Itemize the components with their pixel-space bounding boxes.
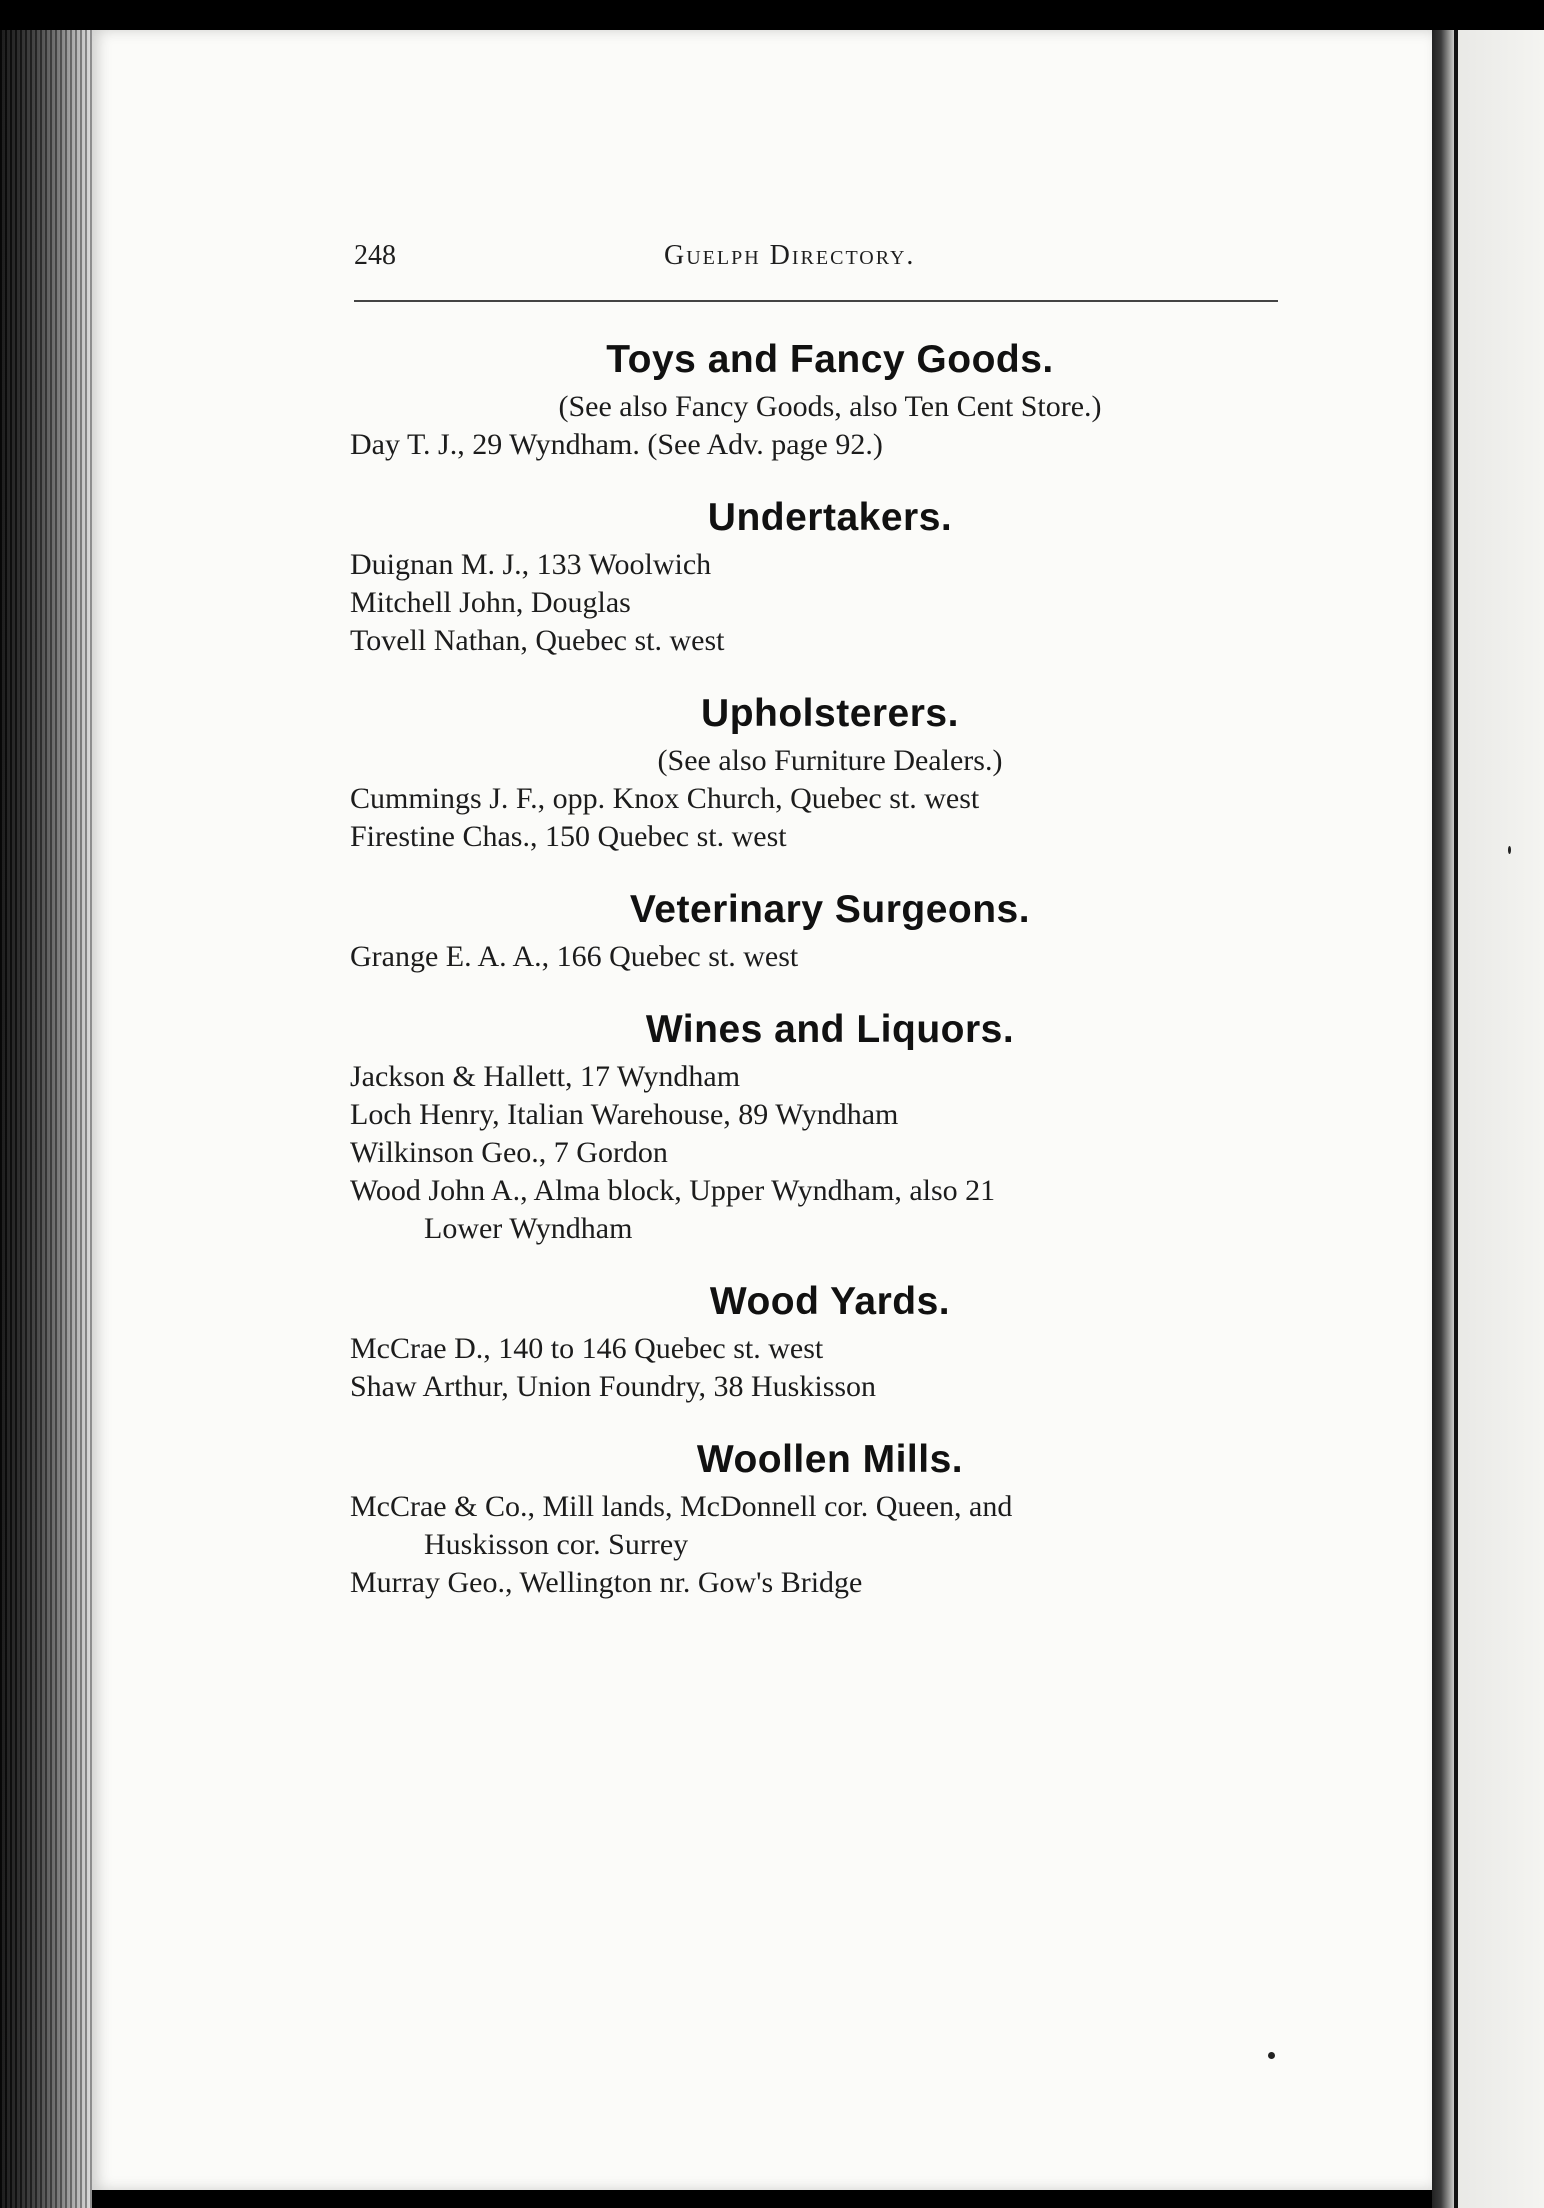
section-heading: Toys and Fancy Goods. bbox=[606, 338, 1054, 381]
directory-entry: Shaw Arthur, Union Foundry, 38 Huskisson bbox=[350, 1370, 877, 1403]
running-title: Guelph Directory. bbox=[664, 240, 916, 271]
book-binding-edge bbox=[0, 0, 92, 2208]
section-heading: Veterinary Surgeons. bbox=[629, 888, 1031, 931]
section-heading: Woollen Mills. bbox=[696, 1438, 964, 1481]
directory-entry: Duignan M. J., 133 Woolwich bbox=[350, 548, 712, 581]
directory-entry: Loch Henry, Italian Warehouse, 89 Wyndham bbox=[350, 1098, 899, 1131]
entry-line: McCrae & Co., Mill lands, McDonnell cor. Queen, and bbox=[350, 1490, 1013, 1523]
directory-entry: Grange E. A. A., 166 Quebec st. west bbox=[350, 940, 799, 973]
header-rule bbox=[354, 300, 1278, 302]
section-wood-yards bbox=[350, 1274, 1310, 1406]
section-heading: Wines and Liquors. bbox=[645, 1008, 1015, 1051]
entry-continuation: Huskisson cor. Surrey bbox=[424, 1528, 689, 1561]
directory-entry bbox=[350, 1488, 1310, 1564]
entry-line: Wood John A., Alma block, Upper Wyndham, also 21 bbox=[350, 1174, 996, 1207]
top-scan-border bbox=[0, 0, 1544, 30]
directory-listing bbox=[350, 332, 1310, 1602]
directory-entry: Cummings J. F., opp. Knox Church, Quebec st. west bbox=[350, 782, 980, 815]
page-number: 248 bbox=[354, 240, 396, 271]
section-veterinary-surgeons bbox=[350, 882, 1310, 976]
running-head bbox=[354, 240, 1274, 274]
directory-entry: Tovell Nathan, Quebec st. west bbox=[350, 624, 725, 657]
directory-entry: Jackson & Hallett, 17 Wyndham bbox=[350, 1060, 741, 1093]
directory-entry: Day T. J., 29 Wyndham. (See Adv. page 92.) bbox=[350, 428, 883, 461]
adjacent-page-edge bbox=[1432, 0, 1544, 2208]
section-woollen-mills bbox=[350, 1432, 1310, 1602]
section-undertakers bbox=[350, 490, 1310, 660]
directory-entry: Mitchell John, Douglas bbox=[350, 586, 631, 619]
entry-continuation: Lower Wyndham bbox=[424, 1212, 633, 1245]
ink-speck bbox=[1508, 846, 1511, 854]
directory-entry bbox=[350, 1172, 1310, 1248]
directory-entry: Murray Geo., Wellington nr. Gow's Bridge bbox=[350, 1566, 863, 1599]
directory-entry: Wilkinson Geo., 7 Gordon bbox=[350, 1136, 668, 1169]
section-heading: Undertakers. bbox=[707, 496, 953, 539]
section-heading: Upholsterers. bbox=[701, 692, 959, 735]
section-wines-and-liquors bbox=[350, 1002, 1310, 1248]
section-heading: Wood Yards. bbox=[709, 1280, 951, 1323]
cross-reference-note: (See also Fancy Goods, also Ten Cent Store.) bbox=[558, 390, 1102, 423]
directory-entry: McCrae D., 140 to 146 Quebec st. west bbox=[350, 1332, 824, 1365]
section-toys-and-fancy-goods bbox=[350, 332, 1310, 464]
cross-reference-note: (See also Furniture Dealers.) bbox=[657, 744, 1003, 777]
ink-speck bbox=[1268, 2052, 1275, 2059]
directory-entry: Firestine Chas., 150 Quebec st. west bbox=[350, 820, 787, 853]
section-upholsterers bbox=[350, 686, 1310, 856]
